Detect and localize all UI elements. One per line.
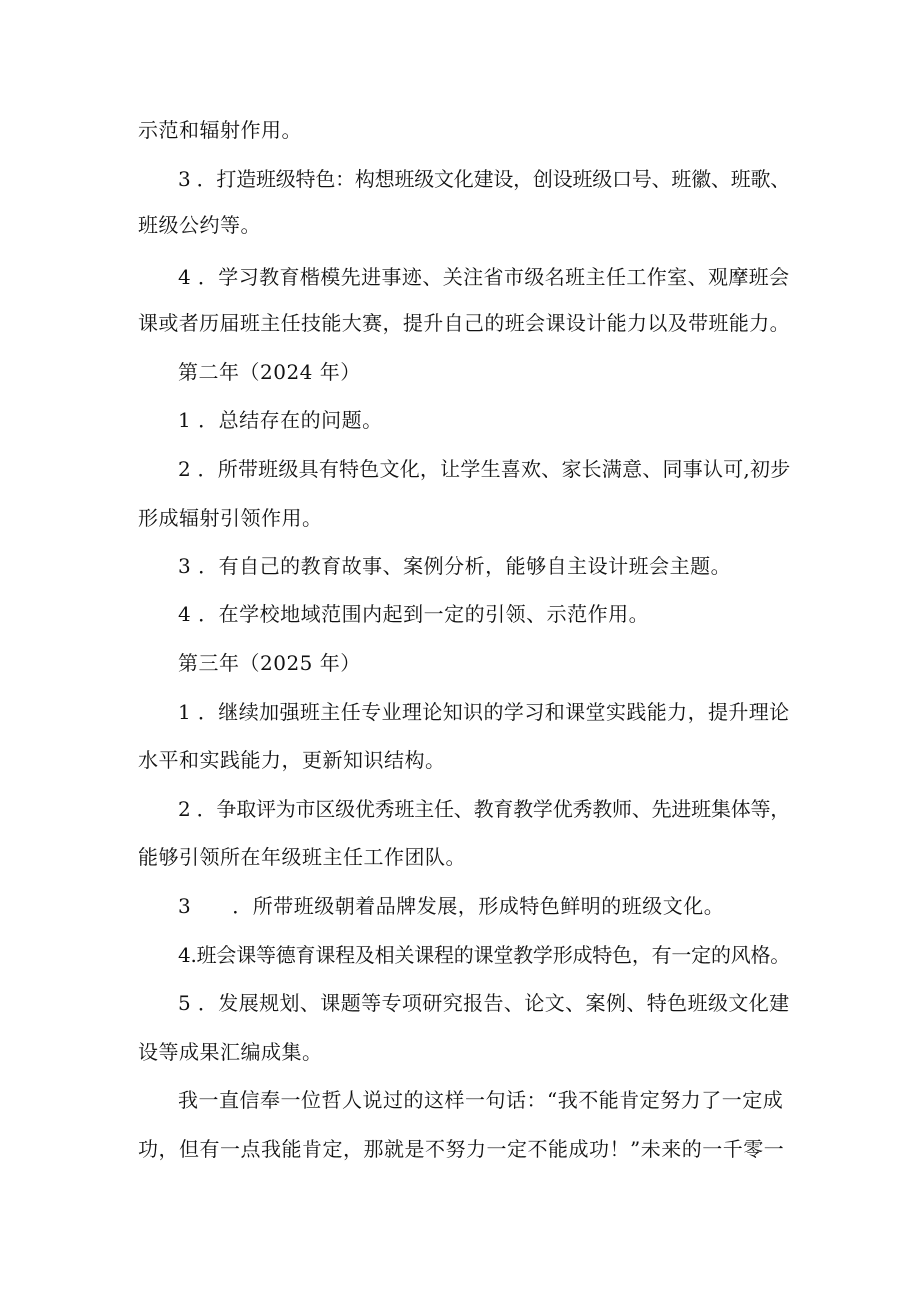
text-line: 设等成果汇编成集。 [138,1040,323,1064]
text-line: 1 ．总结存在的问题。 [178,408,383,432]
text-line: 3 ．打造班级特色：构想班级文化建设，创设班级口号、班徽、班歌、 [178,167,791,191]
text-line: 4 ．学习教育楷模先进事迹、关注省市级名班主任工作室、观摩班会 [178,265,790,289]
text-line: 能够引领所在年级班主任工作团队。 [138,845,466,869]
text-line: 形成辐射引领作用。 [138,506,323,530]
section-heading-year-two: 第二年（2024 年） [178,360,361,384]
text-line: 5 ．发展规划、课题等专项研究报告、论文、案例、特色班级文化建 [178,991,790,1015]
text-line: 4.班会课等德育课程及相关课程的课堂教学形成特色，有一定的风格。 [178,943,791,967]
text-line: 班级公约等。 [138,213,261,237]
text-line: 水平和实践能力，更新知识结构。 [138,748,446,772]
text-line: 示范和辐射作用。 [138,118,302,142]
text-line: 2 ．争取评为市区级优秀班主任、教育教学优秀教师、先进班集体等， [178,797,791,821]
text-line: 1 ．继续加强班主任专业理论知识的学习和课堂实践能力，提升理论 [178,700,790,724]
text-line: 功，但有一点我能肯定，那就是不努力一定不能成功！”未来的一千零一 [138,1137,785,1161]
text-line: 2 ．所带班级具有特色文化，让学生喜欢、家长满意、同事认可,初步 [178,457,791,481]
text-line: 4 ．在学校地域范围内起到一定的引领、示范作用。 [178,602,650,626]
text-line: 我一直信奉一位哲人说过的这样一句话：“我不能肯定努力了一定成 [178,1088,784,1112]
section-heading-year-three: 第三年（2025 年） [178,651,361,675]
text-line: 3 ．所带班级朝着品牌发展，形成特色鲜明的班级文化。 [178,894,725,918]
text-line: 课或者历届班主任技能大赛，提升自己的班会课设计能力以及带班能力。 [138,311,790,335]
text-line: 3 ．有自己的教育故事、案例分析，能够自主设计班会主题。 [178,554,732,578]
